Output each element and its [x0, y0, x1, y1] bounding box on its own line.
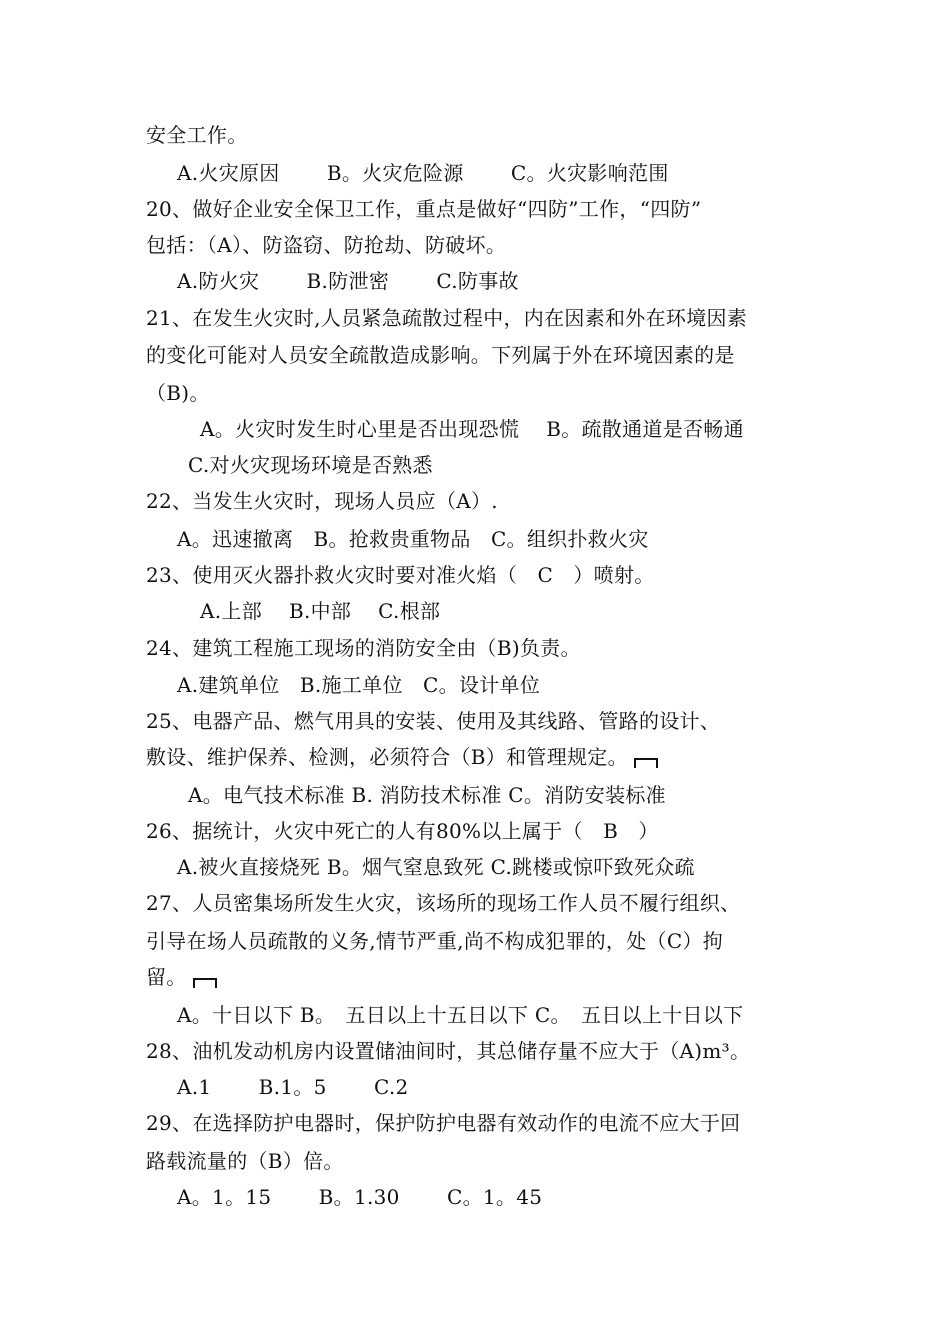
correction-mark — [193, 978, 217, 988]
question-line-q26: 26、据统计，火灾中死亡的人有80%以上属于（ B ） — [146, 819, 659, 843]
text-line — [146, 744, 658, 770]
option-line: A.被火直接烧死 B。烟气窒息致死 C.跳楼或惊吓致死众疏 — [177, 855, 695, 879]
option-line: A。1。15 B。1.30 C。1。45 — [177, 1185, 543, 1209]
text-line: （B)。 — [146, 381, 210, 405]
question-line-q27: 27、人员密集场所发生火灾，该场所的现场工作人员不履行组织、 — [146, 891, 741, 915]
text-line-content: 留。 — [146, 965, 187, 989]
option-line: A。十日以下 B。 五日以上十五日以下 C。 五日以上十日以下 — [177, 1003, 744, 1027]
text-line: 的变化可能对人员安全疏散造成影响。下列属于外在环境因素的是 — [146, 343, 735, 367]
correction-mark — [634, 758, 658, 768]
text-line: 包括：（A）、防盗窃、防抢劫、防破坏。 — [146, 233, 507, 257]
question-line-q21: 21、在发生火灾时,人员紧急疏散过程中，内在因素和外在环境因素 — [146, 306, 748, 330]
text-line: 路载流量的（B）倍。 — [146, 1149, 344, 1173]
text-line — [146, 964, 217, 990]
question-line-q23: 23、使用灭火器扑救火灾时要对准火焰（ C ）喷射。 — [146, 563, 655, 587]
question-line-q25: 25、电器产品、燃气用具的安装、使用及其线路、管路的设计、 — [146, 709, 721, 733]
option-line: A。火灾时发生时心里是否出现恐慌 B。疏散通道是否畅通 — [200, 417, 744, 441]
question-line-q22: 22、当发生火灾时，现场人员应（A）. — [146, 489, 498, 513]
text-line-content: 敷设、维护保养、检测，必须符合（B）和管理规定。 — [146, 745, 628, 769]
option-line: A.防火灾 B.防泄密 C.防事故 — [177, 269, 519, 293]
option-line: A.1 B.1。5 C.2 — [177, 1075, 409, 1099]
option-line: A.火灾原因 B。火灾危险源 C。火灾影响范围 — [177, 161, 669, 185]
text-line: 引导在场人员疏散的义务,情节严重,尚不构成犯罪的，处（C）拘 — [146, 929, 724, 953]
option-line: C.对火灾现场环境是否熟悉 — [188, 453, 433, 477]
question-line-q29: 29、在选择防护电器时，保护防护电器有效动作的电流不应大于回 — [146, 1111, 741, 1135]
option-line: A.建筑单位 B.施工单位 C。设计单位 — [177, 673, 541, 697]
question-line-q28: 28、油机发动机房内设置储油间时，其总储存量不应大于（A)m³。 — [146, 1039, 751, 1063]
question-line-q20: 20、做好企业安全保卫工作，重点是做好“四防”工作，“四防” — [146, 197, 702, 221]
text-line: 安全工作。 — [146, 123, 248, 147]
option-line: A。电气技术标准 B. 消防技术标准 C。消防安装标准 — [188, 783, 666, 807]
option-line: A.上部 B.中部 C.根部 — [200, 599, 441, 623]
option-line: A。迅速撤离 B。抢救贵重物品 C。组织扑救火灾 — [177, 527, 649, 551]
question-line-q24: 24、建筑工程施工现场的消防安全由（B)负责。 — [146, 636, 581, 660]
